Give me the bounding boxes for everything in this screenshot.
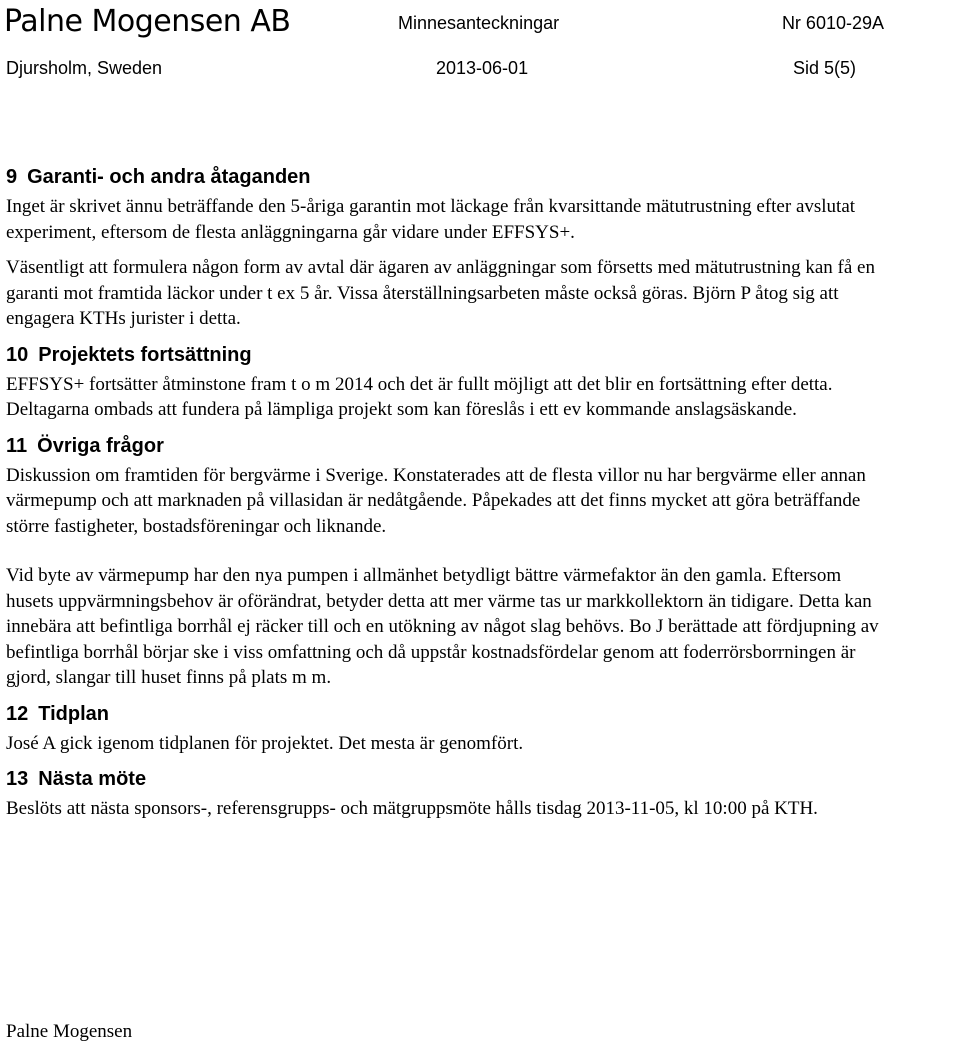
- section-title: Garanti- och andra åtaganden: [27, 166, 311, 188]
- paragraph: José A gick igenom tidplanen för projektet. Det mesta är genomfört.: [6, 732, 524, 754]
- section-11: [6, 433, 886, 691]
- signature: Palne Mogensen: [6, 1021, 133, 1042]
- section-heading: [6, 701, 886, 727]
- company-name: Palne Mogensen AB: [4, 4, 291, 39]
- document-place: Djursholm, Sweden: [6, 58, 163, 78]
- page-number: Sid 5(5): [792, 58, 856, 78]
- section-title: Nästa möte: [38, 768, 147, 790]
- paragraph: Väsentligt att formulera någon form av avtal där ägaren av anläggningar som försetts med mätutrustning kan få en garanti mot framtida läckor under t ex 5 år. Vissa återställningsarbeten måste också göras. Björn P åtog sig att engagera KTHs jurister i detta.: [6, 257, 875, 329]
- paragraph: EFFSYS+ fortsätter åtminstone fram t o m 2014 och det är fullt möjligt att det blir en fortsättning efter detta. Deltagarna ombads att fundera på lämpliga projekt som kan föreslås i ett ev kommande anslagsäskande.: [6, 373, 833, 420]
- paragraph: Vid byte av värmepump har den nya pumpen i allmänhet betydligt bättre värmefaktor än den gamla. Eftersom husets uppvärmningsbehov är oförändrat, betyder detta att mer värme tas ur markkollektorn än tidigare. Detta kan innebära att befintliga borrhål ej räcker till och en utökning av något slag behövs. Bo J berättade att fördjupning av befintliga borrhål börjar ske i viss omfattning och då uppstår kostnadsfördelar genom att foderrörsborrningen är gjord, slangar till huset finns på plats m m.: [6, 565, 879, 688]
- document-number: Nr 6010-29A: [781, 13, 884, 33]
- section-12: [6, 701, 886, 757]
- section-number: 11: [6, 434, 28, 457]
- paragraph: Diskussion om framtiden för bergvärme i Sverige. Konstaterades att de flesta villor nu har bergvärme eller annan värmepump och att marknaden på villasidan är nedåtgående. Påpekades att det finns mycket att göra beträffande större fastigheter, bostadsföreningar och liknande.: [6, 464, 866, 537]
- document-type: Minnesanteckningar: [398, 13, 560, 33]
- section-title: Tidplan: [38, 702, 109, 725]
- section-number: 12: [6, 702, 29, 725]
- section-title: Projektets fortsättning: [38, 343, 252, 366]
- section-9: [6, 164, 886, 332]
- document-body: [6, 164, 886, 832]
- paragraph: Inget är skrivet ännu beträffande den 5-åriga garantin mot läckage från kvarsittande mätutrustning efter avslutat experiment, eftersom de flesta anläggningarna går vidare under EFFSYS+.: [6, 196, 856, 243]
- section-heading: [6, 433, 886, 459]
- section-heading: [6, 766, 886, 792]
- section-10: [6, 342, 886, 423]
- section-heading: [6, 164, 886, 190]
- section-number: 10: [6, 343, 29, 366]
- section-number: 13: [6, 768, 29, 790]
- section-heading: [6, 342, 886, 368]
- section-13: [6, 766, 886, 822]
- section-title: Övriga frågor: [37, 434, 164, 457]
- section-number: 9: [6, 166, 18, 188]
- document-date: 2013-06-01: [436, 58, 529, 78]
- paragraph: Beslöts att nästa sponsors-, referensgrupps- och mätgruppsmöte hålls tisdag 2013-11-05, kl 10:00 på KTH.: [6, 798, 818, 819]
